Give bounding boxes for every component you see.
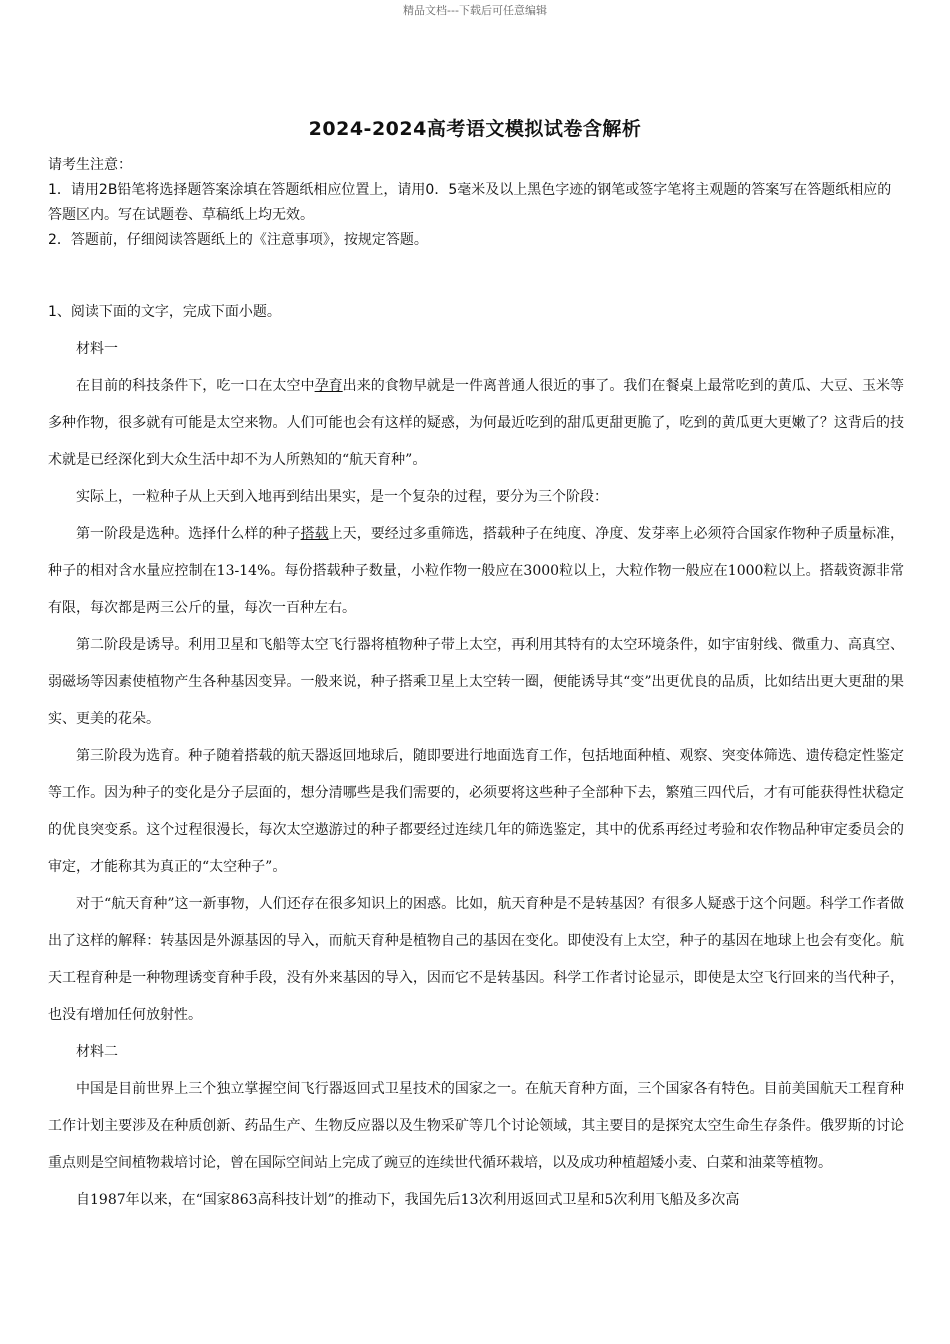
underlined-term: 孕育 — [314, 378, 343, 394]
notice-item-2: 2．答题前，仔细阅读答题纸上的《注意事项》，按规定答题。 — [48, 232, 428, 248]
paragraph-text: 上天，要经过多重筛选，搭载种子在纯度、净度、发芽率上必须符合国家作物种子质量标准，种子的相对含水量应控制在13-14%。每份搭载种子数量，小粒作物一般应在3000粒以上，大粒作物一般应在1000粒以上。搭载资源非常有限，每次都是两三公斤的量，每次一百种左右。 — [48, 526, 905, 616]
material-2-label: 材料二 — [76, 1044, 118, 1060]
material-1-label: 材料一 — [76, 341, 118, 357]
paragraph-text: 出来的食物早就是一件离普通人很近的事了。我们在餐桌上最常吃到的黄瓜、大豆、玉米等多种作物，很多就有可能是太空来物。人们可能也会有这样的疑惑，为何最近吃到的甜瓜更甜更脆了，吃到的黄瓜更大更嫩了？这背后的技术就是已经深化到大众生活中却不为人所熟知的“航天育种”。 — [48, 378, 905, 468]
paragraph: 第三阶段为选育。种子随着搭载的航天器返回地球后，随即要进行地面选育工作，包括地面种植、观察、突变体筛选、遗传稳定性鉴定等工作。因为种子的变化是分子层面的，想分清哪些是我们需要的，必须要将这些种子全部种下去，繁殖三四代后，才有可能获得性状稳定的优良突变系。这个过程很漫长，每次太空遨游过的种子都要经过连续几年的筛选鉴定，其中的优系再经过考验和农作物品种审定委员会的审定，才能称其为真正的“太空种子”。 — [48, 748, 904, 875]
paragraph: 第二阶段是诱导。利用卫星和飞船等太空飞行器将植物种子带上太空，再利用其特有的太空环境条件，如宇宙射线、微重力、高真空、弱磁场等因素使植物产生各种基因变异。一般来说，种子搭乘卫星上太空转一圈，便能诱导其“变”出更优良的品质，比如结出更大更甜的果实、更美的花朵。 — [48, 637, 904, 727]
paragraph-text: 第一阶段是选种。选择什么样的种子 — [76, 526, 301, 542]
reading-passage — [48, 331, 904, 1219]
question-heading: 1、阅读下面的文字，完成下面小题。 — [48, 304, 281, 320]
paragraph: 对于“航天育种”这一新事物，人们还存在很多知识上的困惑。比如，航天育种是不是转基因？有很多人疑惑于这个问题。科学工作者做出了这样的解释：转基因是外源基因的导入，而航天育种是植物自己的基因在变化。即使没有上太空，种子的基因在地球上也会有变化。航天工程育种是一种物理诱变育种手段，没有外来基因的导入，因而它不是转基因。科学工作者讨论显示，即使是太空飞行回来的当代种子，也没有增加任何放射性。 — [48, 896, 904, 1023]
paragraph: 自1987年以来，在“国家863高科技计划”的推动下，我国先后13次利用返回式卫星和5次利用飞船及多次高 — [76, 1192, 740, 1208]
notice-heading: 请考生注意： — [48, 157, 132, 173]
exam-notice — [48, 153, 904, 253]
header-watermark: 精品文档---下载后可任意编辑 — [403, 4, 547, 17]
document-title: 2024-2024高考语文模拟试卷含解析 — [308, 118, 642, 140]
notice-item-1: 1．请用2B铅笔将选择题答案涂填在答题纸相应位置上，请用0．5毫米及以上黑色字迹的钢笔或签字笔将主观题的答案写在答题纸相应的答题区内。写在试题卷、草稿纸上均无效。 — [48, 182, 892, 223]
underlined-term: 搭载 — [300, 526, 329, 542]
paragraph — [48, 368, 904, 479]
paragraph-text: 在目前的科技条件下，吃一口在太空中 — [76, 378, 315, 394]
paragraph: 实际上，一粒种子从上天到入地再到结出果实，是一个复杂的过程，要分为三个阶段： — [76, 489, 608, 505]
paragraph — [48, 516, 904, 627]
paragraph: 中国是目前世界上三个独立掌握空间飞行器返回式卫星技术的国家之一。在航天育种方面，三个国家各有特色。目前美国航天工程育种工作计划主要涉及在种质创新、药品生产、生物反应器以及生物采矿等几个讨论领域，其主要目的是探究太空生命生存条件。俄罗斯的讨论重点则是空间植物栽培讨论，曾在国际空间站上完成了豌豆的连续世代循环栽培，以及成功种植超矮小麦、白菜和油菜等植物。 — [48, 1081, 904, 1171]
